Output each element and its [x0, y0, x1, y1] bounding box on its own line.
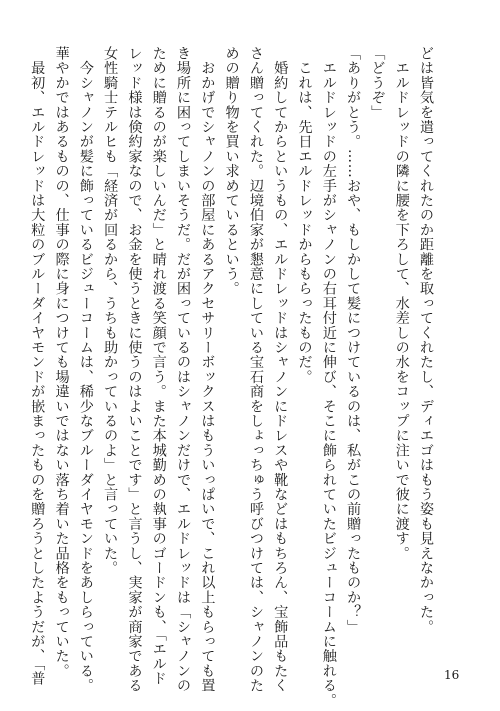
text-line: 「ありがとう。……おや、もしかして髪につけているのは、私がこの前贈ったものか？」 [345, 46, 362, 634]
text-line: き場所に困ってしまいそうだ。だが困っているのはシャノンだけで、エルドレッドは「シャノンの [175, 46, 192, 693]
text-line: ために贈るのが楽しいんだ」と晴れ渡る笑顔で言う。また本城勤めの執事のゴードンも、「エルド [150, 46, 167, 686]
text-line: 「どうぞ」 [369, 46, 386, 120]
text-line: どは皆気を遣ってくれたのか距離を取ってくれたし、ディエゴはもう姿も見えなかった。 [418, 46, 434, 634]
text-line: さん贈ってくれた。辺境伯家が懇意にしている宝石商をしょっちゅう呼びつけては、シャノンのた [247, 46, 264, 693]
text-line: エルドレッドの左手がシャノンの右耳付近に伸び、そこに飾られていたビジューコームに触れる。 [320, 46, 337, 708]
text-line: 華やかではあるものの、仕事の際に身につけても場違いではない落ち着いた品格をもっていた。 [53, 46, 70, 679]
text-line: おかげでシャノンの部屋にあるアクセサリーボックスはもういっぱいで、これ以上もらっても置 [199, 46, 216, 693]
text-line: めの贈り物を買い求めているという。 [223, 46, 240, 296]
body-text [29, 46, 438, 708]
text-line: 婚約してからというもの、エルドレッドはシャノンにドレスや靴などはもちろん、宝飾品もたく [272, 46, 289, 693]
text-line: これは、先日エルドレッドからもらったものだ。 [296, 46, 313, 385]
text-line: エルドレッドの隣に腰を下ろして、水差しの水をコップに注いで彼に渡す。 [393, 46, 410, 561]
text-line: 今シャノンが髪に飾っているビジューコームは、稀少なブルーダイヤモンドをあしらっている。 [77, 46, 94, 693]
text-line: レッド様は倹約家なので、お金を使うときに使うのはよいことです」と言うし、実家が商家である [126, 46, 143, 693]
text-line: 女性騎士テルヒも「経済が回るから、うちも助かっているのよ」と言っていた。 [102, 46, 119, 576]
text-line: 最初、エルドレッドは大粒のブルーダイヤモンドが嵌まったものを贈ろうとしたようだが、「普 [29, 46, 46, 686]
page-number: 16 [444, 668, 460, 682]
